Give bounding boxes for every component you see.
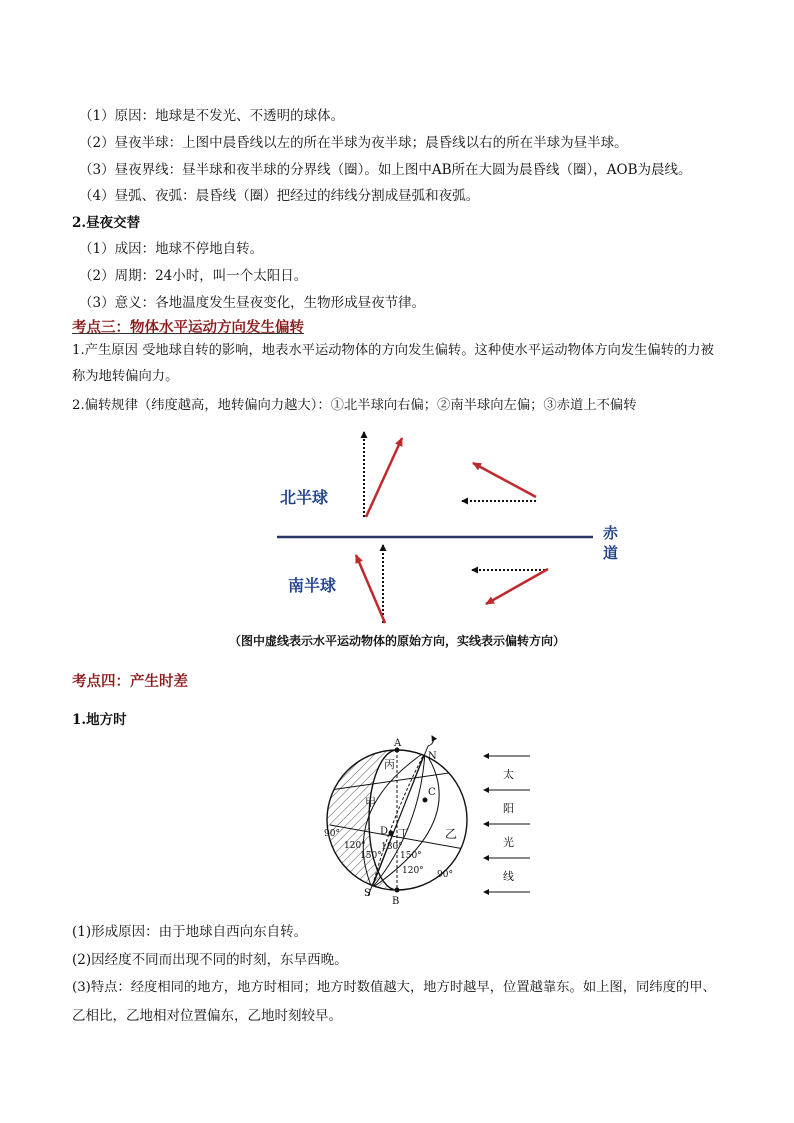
point-label: B [392,896,400,907]
paragraph: 1.产生原因 受地球自转的影响，地表水平运动物体的方向发生偏转。这种使水平运动物体方向发生偏转的力被 [72,343,714,358]
sunlight-label: 太 [503,768,514,781]
longitude-label: 150° [360,851,382,861]
sunlight-label: 阳 [503,802,514,815]
text-line: (3)特点：经度相同的地方，地方时相同；地方时数值越大，地方时越早，位置越靠东。如上图，同纬度的甲、 [72,980,716,995]
point-label: A [394,738,402,749]
section-subtitle: 1.地方时 [72,712,127,728]
section-heading: 考点四：产生时差 [72,674,188,690]
point-label: 丙 [384,758,395,771]
text-line: 乙相比，乙地相对位置偏东，乙地时刻较早。 [72,1008,342,1024]
figure-caption: （图中虚线表示水平运动物体的原始方向，实线表示偏转方向） [228,634,565,648]
text-line: （3）昼夜界线：昼半球和夜半球的分界线（圈）。如上图中AB所在大圆为晨昏线（圈），AOB为晨线。 [79,162,692,178]
longitude-label: 90° [324,829,340,839]
north-hemisphere-label: 北半球 [280,488,329,507]
text-line: （1）成因：地球不停地自转。 [79,241,264,257]
point-label: C [428,787,436,798]
point-label: D [380,826,389,837]
longitude-label: 90° [437,870,453,880]
point-label: N [428,751,437,762]
longitude-label: 150° [400,851,422,861]
sunlight-label: 光 [503,836,514,849]
longitude-label: 120° [344,841,366,851]
longitude-label: 180° [381,842,403,852]
text-line: (2)因经度不同而出现不同的时刻，东早西晚。 [72,952,348,968]
paragraph: 称为地转偏向力。 [72,369,179,384]
text-line: （3）意义：各地温度发生昼夜变化，生物形成昼夜节律。 [79,295,426,311]
section-heading: 考点三：物体水平运动方向发生偏转 [72,320,304,336]
longitude-label: 120° [402,866,424,876]
point-label: S [364,888,371,899]
text-line: （1）原因：地球是不发光、不透明的球体。 [79,108,345,124]
text-line: （4）昼弧、夜弧：晨昏线（圈）把经过的纬线分割成昼弧和夜弧。 [79,188,480,204]
equator-label: 道 [603,544,619,562]
section-title: 2.昼夜交替 [72,215,141,231]
text-line: (1)形成原因：由于地球自西向东自转。 [72,924,308,940]
equator-label: 赤 [603,524,619,542]
south-hemisphere-label: 南半球 [288,576,337,595]
text-line: （2）昼夜半球：上图中晨昏线以左的所在半球为夜半球；晨昏线以右的所在半球为昼半球。 [79,135,628,151]
paragraph: 2.偏转规律（纬度越高，地转偏向力越大）：①北半球向右偏；②南半球向左偏；③赤道上不偏转 [72,398,637,413]
point-label: 甲 [365,796,376,809]
sunlight-label: 线 [503,870,514,883]
point-label: 丁 [398,827,409,840]
point-label: 乙 [445,827,458,841]
text-line: （2）周期：24小时，叫一个太阳日。 [79,268,308,284]
